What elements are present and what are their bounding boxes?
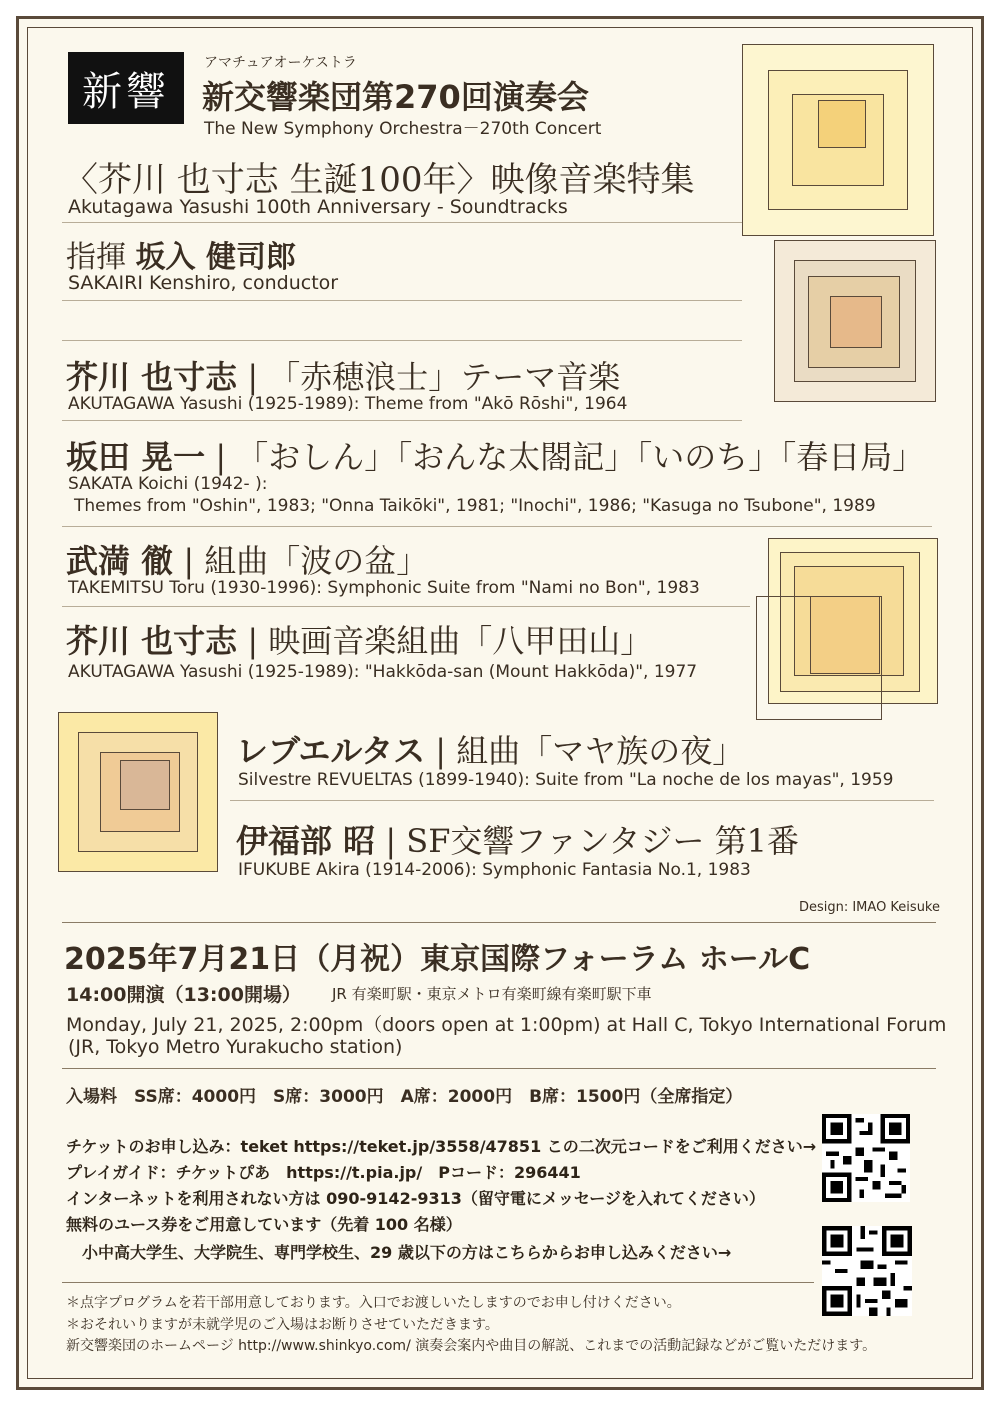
program-item-6-title: 伊福部 昭 | SF交響ファンタジー 第1番 [236,822,800,860]
event-time: 14:00開演（13:00開場） [66,984,301,1006]
event-access-en: (JR, Tokyo Metro Yurakucho station) [68,1036,403,1058]
ticket-info-4: 無料のユース券をご用意しています（先着 100 名様） [66,1215,462,1234]
divider [62,922,936,923]
divider [62,340,742,341]
conductor-line: 指揮 坂入 健司郎 [66,240,296,275]
divider [230,800,934,801]
program-item-5-en: Silvestre REVUELTAS (1899-1940): Suite from "La noche de los mayas", 1959 [238,770,894,790]
divider [62,300,742,301]
qr-code-icon[interactable] [822,1226,912,1316]
note-braille: ＊点字プログラムを若干部用意しております。入口でお渡しいたしますのでお申し付けください。 [66,1295,681,1311]
ticket-info-1: チケットのお申し込み：teket https://teket.jp/3558/47851 この二次元コードをご利用ください→ [66,1137,817,1156]
note-homepage: 新交響楽団のホームページ http://www.shinkyo.com/ 演奏会案内や曲目の解説、これまでの活動記録などがご覧いただけます。 [66,1338,877,1354]
program-item-3-en: TAKEMITSU Toru (1930-1996): Symphonic Suite from "Nami no Bon", 1983 [68,578,700,598]
note-children: ＊おそれいりますが未就学児のご入場はお断りさせていただきます。 [66,1317,499,1333]
design-credit: Design: IMAO Keisuke [798,900,940,915]
program-item-1-en: AKUTAGAWA Yasushi (1925-1989): Theme from "Akō Rōshi", 1964 [68,394,628,414]
program-item-4-title: 芥川 也寸志 | 映画音楽組曲「八甲田山」 [66,622,653,660]
divider [62,1282,814,1283]
program-item-3-title: 武満 徹 | 組曲「波の盆」 [66,542,429,580]
divider [62,420,742,421]
event-date-venue: 2025年7月21日（月祝）東京国際フォーラム ホールC [64,942,811,977]
divider [62,526,932,527]
feature-title-en: Akutagawa Yasushi 100th Anniversary - Soundtracks [68,196,568,218]
qr-code-icon[interactable] [822,1114,910,1202]
feature-title: 〈芥川 也寸志 生誕100年〉映像音楽特集 [64,160,695,200]
header-kicker: アマチュアオーケストラ [204,55,357,71]
divider [62,1068,936,1069]
ticket-info-5: 小中高大学生、大学院生、専門学校生、29 歳以下の方はこちらからお申し込みください→ [66,1243,732,1262]
orchestra-logo: 新響 [68,52,184,124]
divider [62,606,750,607]
admission-prices: 入場料 SS席：4000円 S席：3000円 A席：2000円 B席：1500円（全席指定） [66,1087,743,1107]
program-item-4-en: AKUTAGAWA Yasushi (1925-1989): "Hakkōda-san (Mount Hakkōda)", 1977 [68,662,698,682]
conductor-en: SAKAIRI Kenshiro, conductor [68,272,339,294]
program-item-1-title: 芥川 也寸志 | 「赤穂浪士」テーマ音楽 [66,358,621,396]
divider [62,222,742,223]
concert-title-en: The New Symphony Orchestra－270th Concert [204,119,602,139]
event-date-en: Monday, July 21, 2025, 2:00pm（doors open at 1:00pm) at Hall C, Tokyo International Forum [66,1014,947,1036]
program-item-5-title: レブエルタス | 組曲「マヤ族の夜」 [236,732,745,770]
event-access: JR 有楽町駅・東京メトロ有楽町線有楽町駅下車 [332,985,652,1003]
ticket-info-3: インターネットを利用されない方は 090-9142-9313（留守電にメッセージを入れてください） [66,1189,765,1208]
program-item-6-en: IFUKUBE Akira (1914-2006): Symphonic Fantasia No.1, 1983 [238,860,751,880]
program-item-2-title: 坂田 晃一 | 「おしん」「おんな太閤記」「いのち」「春日局」 [66,438,925,476]
program-item-2-en-detail: Themes from "Oshin", 1983; "Onna Taikōki", 1981; "Inochi", 1986; "Kasuga no Tsubone", 1989 [74,496,876,516]
ticket-info-2: プレイガイド：チケットぴあ https://t.pia.jp/ Pコード：296441 [66,1163,581,1182]
program-item-2-en: SAKATA Koichi (1942- ): [68,474,268,494]
concert-title: 新交響楽団第270回演奏会 [202,78,589,116]
